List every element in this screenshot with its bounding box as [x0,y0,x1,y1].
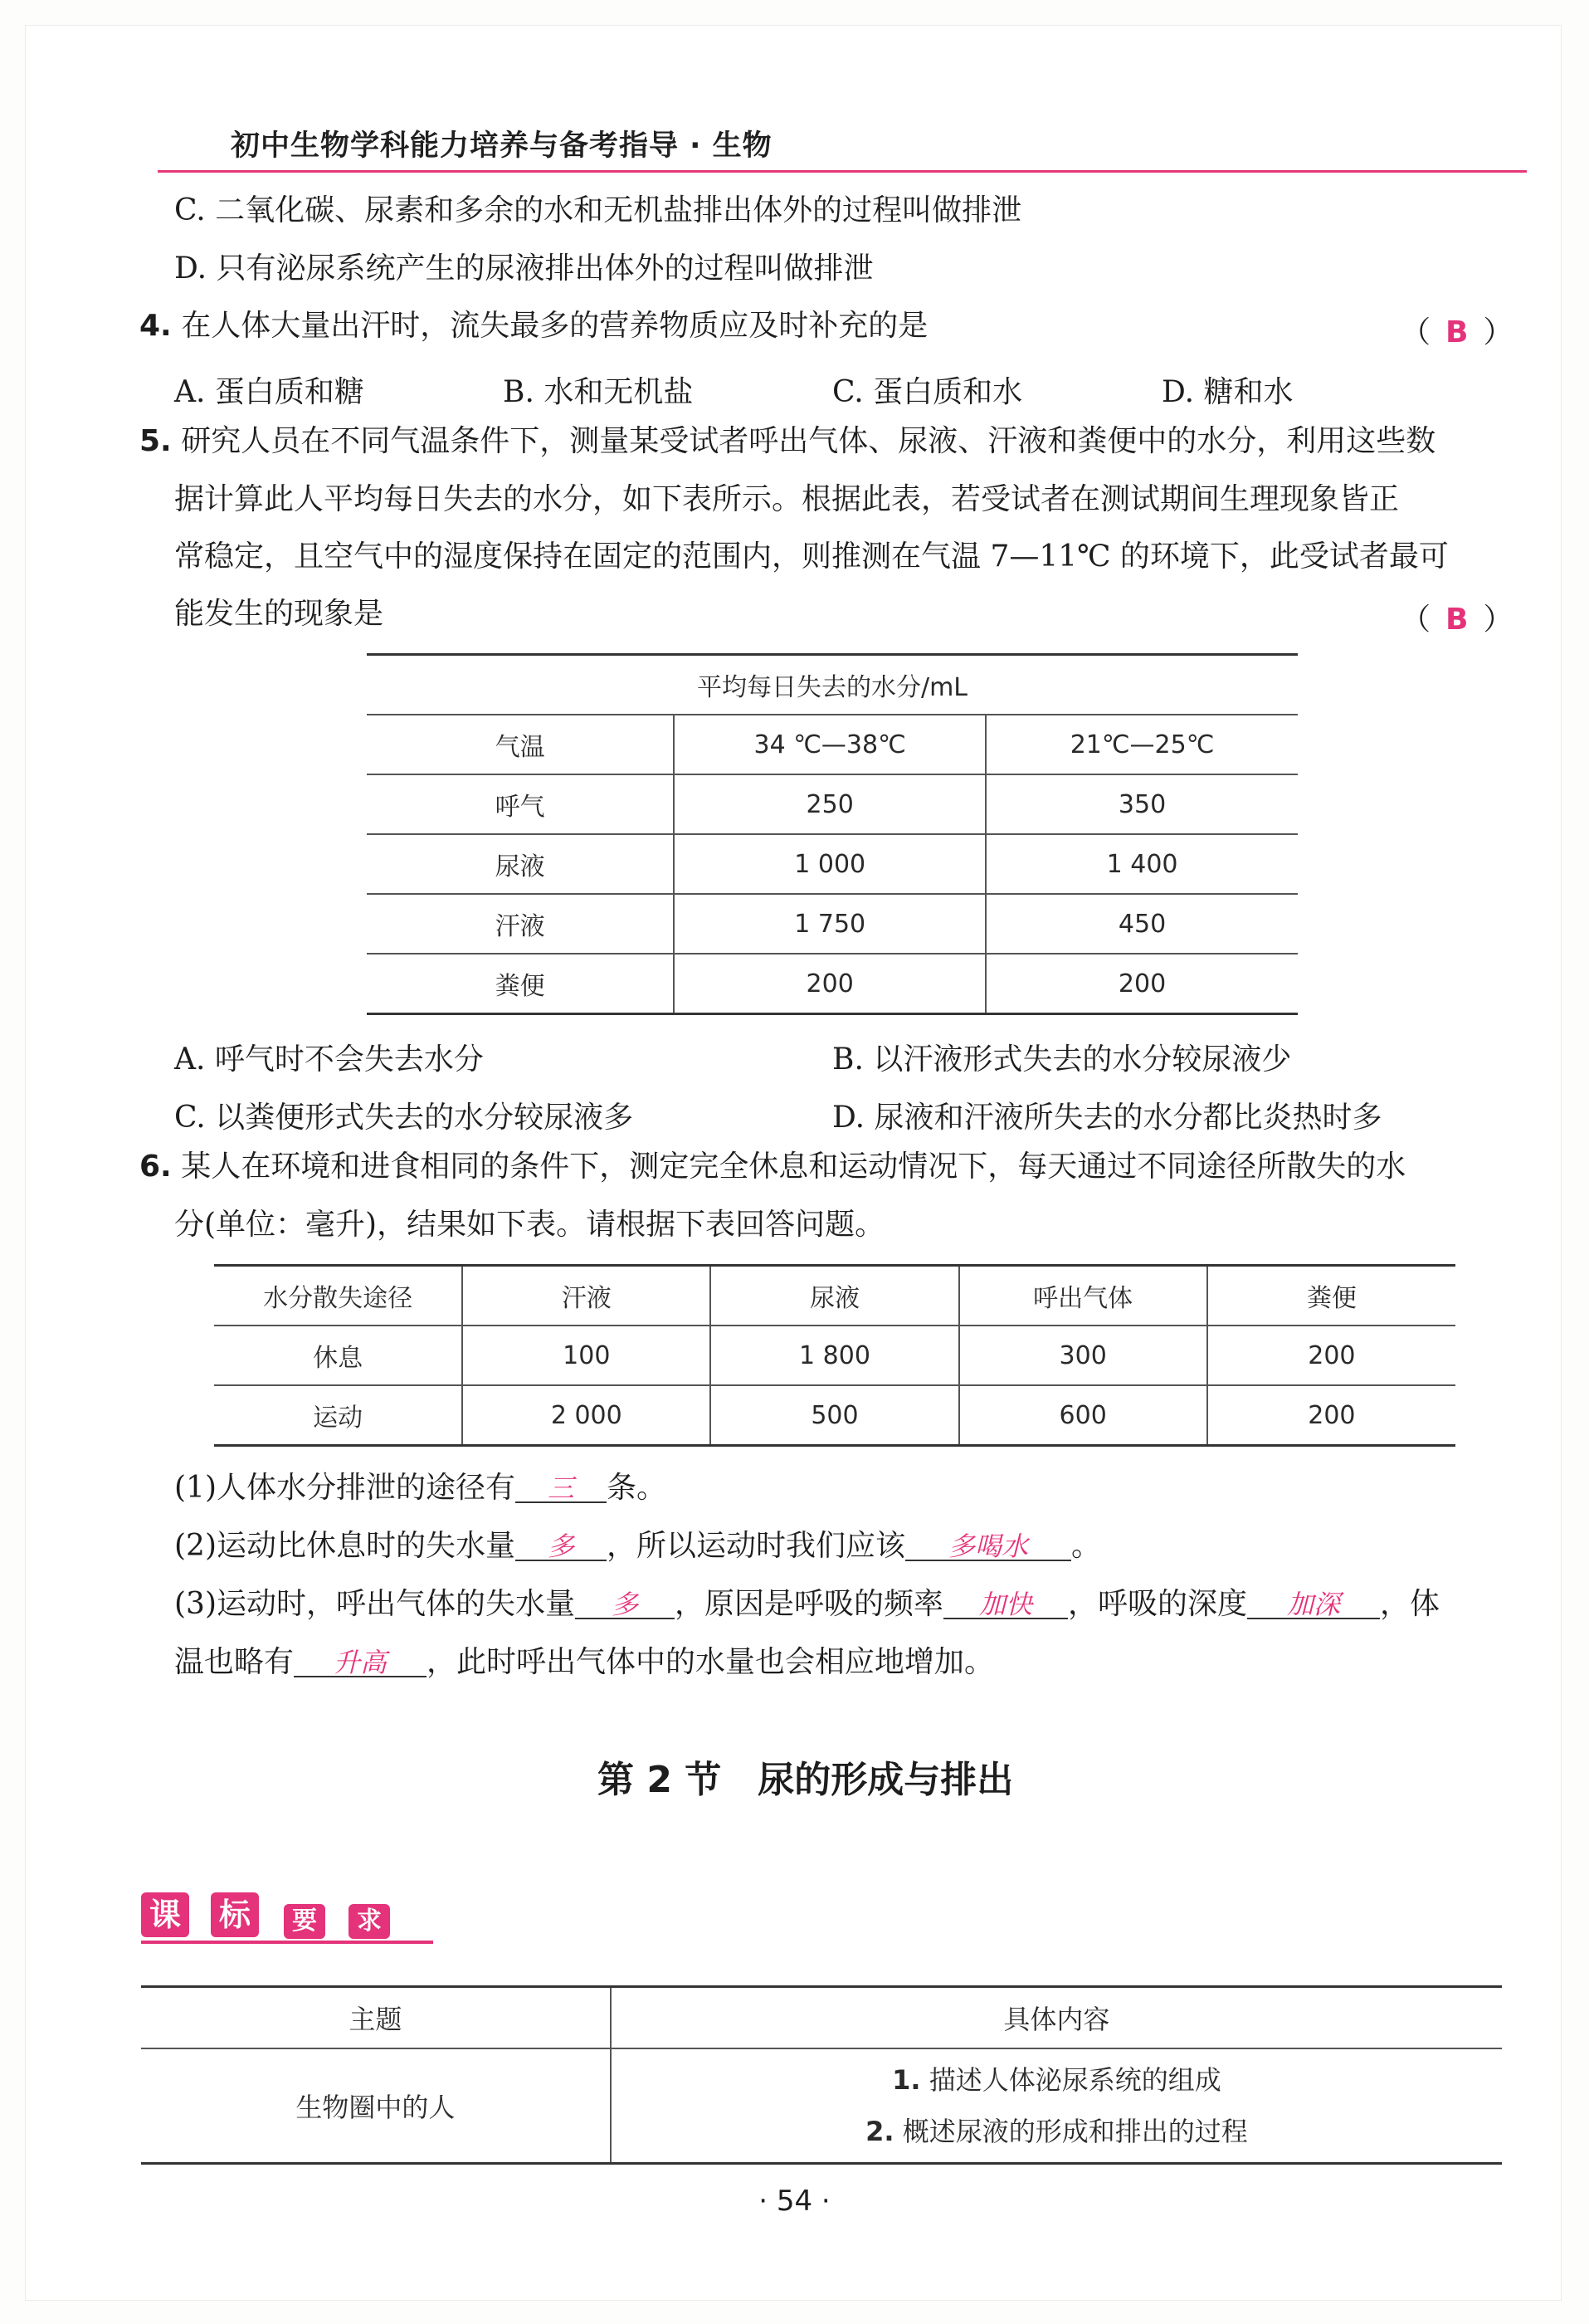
table-cell: 250 [674,774,986,834]
q6-number: 6. [139,1150,172,1184]
q6-sub3-blank-2[interactable]: 加快 [943,1591,1068,1619]
table-cell: 1 400 [986,834,1298,894]
table-row [367,834,1298,894]
q6-sub1 [174,1473,666,1503]
q4-stem [139,311,928,341]
q4-option-c: C. 蛋白质和水 [832,375,1023,409]
table-cell: 200 [674,954,986,1014]
table-header-cell: 气温 [367,715,674,774]
table-cell: 尿液 [367,834,674,894]
badge-char: 标 [211,1892,259,1937]
table-row [214,1385,1455,1446]
q4-answer [1401,309,1513,351]
table-cell: 200 [986,954,1298,1014]
q5-paren-open: （ [1401,603,1431,637]
q5-option-c: C. 以粪便形式失去的水分较尿液多 [174,1101,634,1135]
table-row [214,1326,1455,1385]
curriculum-badge [141,1892,440,1942]
water-loss-table-caption: 平均每日失去的水分/mL [367,655,1298,715]
q4-stem-text: 在人体大量出汗时，流失最多的营养物质应及时补充的是 [181,309,929,343]
q6-sub3-mid-3: ，体 [1380,1587,1440,1621]
table-header-cell: 呼出气体 [959,1266,1207,1326]
requirement-num: 2. [865,2116,894,2147]
q4-option-a: A. 蛋白质和糖 [174,375,364,409]
q5-stem-line-2: 据计算此人平均每日失去的水分，如下表所示。根据此表，若受试者在测试期间生理现象皆正 [174,482,1400,516]
page-number: · 54 · [758,2185,831,2218]
table-cell: 200 [1207,1326,1455,1385]
table-cell: 450 [986,894,1298,954]
q6-sub2-blank-1[interactable]: 多 [515,1533,607,1561]
q4-paren-open: （ [1401,315,1431,349]
q5-answer-letter: B [1445,603,1469,637]
requirement-text: 概述尿液的形成和排出的过程 [902,2116,1248,2147]
table-cell: 600 [959,1385,1207,1446]
q6-sub3-mid-2: ，呼吸的深度 [1068,1587,1248,1621]
q6-sub3-line2-text: 温也略有 [174,1645,295,1679]
q6-sub3-line-1 [174,1589,1440,1619]
q6-stem-line-1 [139,1152,1406,1182]
header-rule [158,170,1527,173]
q6-sub3-blank-3[interactable]: 加深 [1247,1591,1380,1619]
requirement-item [612,2054,1502,2106]
q5-option-b: B. 以汗液形式失去的水分较尿液少 [832,1042,1292,1077]
table-row [141,2048,1502,2164]
q5-stem-text-1: 研究人员在不同气温条件下，测量某受试者呼出气体、尿液、汗液和粪便中的水分，利用这些数 [181,424,1436,458]
q3-option-c: C. 二氧化碳、尿素和多余的水和无机盐排出体外的过程叫做排泄 [174,193,1022,227]
badge-char: 课 [141,1892,189,1937]
q5-stem-line-1 [139,424,1436,458]
q4-number: 4. [139,309,172,343]
table-row [367,894,1298,954]
requirement-item [612,2106,1502,2157]
q6-sub2 [174,1531,1101,1561]
running-header: 初中生物学科能力培养与备考指导 · 生物 [231,129,773,163]
q6-stem-text-1: 某人在环境和进食相同的条件下，测定完全休息和运动情况下，每天通过不同途径所散失的水 [181,1150,1406,1184]
water-route-table [214,1264,1455,1447]
q4-paren-close: ） [1483,315,1513,349]
q6-sub1-text: (1)人体水分排泄的途径有 [174,1471,515,1505]
q5-paren-close: ） [1483,603,1513,637]
requirement-text: 描述人体泌尿系统的组成 [929,2064,1221,2096]
q4-answer-letter: B [1445,315,1469,349]
table-cell: 汗液 [367,894,674,954]
table-cell: 500 [710,1385,958,1446]
badge-underline [141,1941,433,1944]
table-cell: 1 750 [674,894,986,954]
table-cell: 休息 [214,1326,462,1385]
table-cell: 2 000 [462,1385,710,1446]
section-title: 第 2 节 尿的形成与排出 [597,1759,1014,1801]
table-cell: 300 [959,1326,1207,1385]
q3-option-d: D. 只有泌尿系统产生的尿液排出体外的过程叫做排泄 [174,251,874,286]
q6-sub3-blank-1[interactable]: 多 [575,1591,675,1619]
q6-sub2-tail: 。 [1071,1529,1102,1563]
table-cell: 100 [462,1326,710,1385]
badge-char: 求 [349,1904,390,1939]
q6-sub3-line2-tail: ，此时呼出气体中的水量也会相应地增加。 [426,1645,995,1679]
table-header-cell: 具体内容 [611,1987,1502,2049]
q6-sub1-tail: 条。 [607,1471,667,1505]
q6-sub3-line-2 [174,1645,995,1679]
table-header-cell: 34 ℃—38℃ [674,715,986,774]
q6-sub1-blank[interactable]: 三 [515,1475,607,1503]
water-loss-table [367,653,1298,1015]
requirement-num: 1. [892,2064,921,2096]
requirements-content [611,2048,1502,2164]
q5-stem-line-3: 常稳定，且空气中的湿度保持在固定的范围内，则推测在气温 7—11℃ 的环境下，此受试者最可 [174,540,1449,574]
table-header-cell: 主题 [141,1987,611,2049]
table-row [367,774,1298,834]
table-row [367,954,1298,1014]
table-cell: 运动 [214,1385,462,1446]
table-header-cell: 尿液 [710,1266,958,1326]
q6-stem-line-2: 分(单位：毫升)，结果如下表。请根据下表回答问题。 [174,1208,885,1242]
q5-number: 5. [139,424,172,458]
badge-char: 要 [284,1904,325,1939]
q5-option-d: D. 尿液和汗液所失去的水分都比炎热时多 [832,1101,1382,1135]
table-cell: 粪便 [367,954,674,1014]
table-cell: 200 [1207,1385,1455,1446]
requirements-topic: 生物圈中的人 [141,2048,611,2164]
table-header-cell: 水分散失途径 [214,1266,462,1326]
table-header-cell: 汗液 [462,1266,710,1326]
q6-sub2-text: (2)运动比休息时的失水量 [174,1529,515,1563]
table-cell: 1 800 [710,1326,958,1385]
table-cell: 350 [986,774,1298,834]
q6-sub3-text: (3)运动时，呼出气体的失水量 [174,1587,575,1621]
q4-option-b: B. 水和无机盐 [503,375,694,409]
q6-sub2-mid: ，所以运动时我们应该 [607,1529,906,1563]
q6-sub3-mid-1: ，原因是呼吸的频率 [675,1587,944,1621]
q5-answer [1401,596,1513,638]
table-header-cell: 21℃—25℃ [986,715,1298,774]
q4-option-d: D. 糖和水 [1162,375,1294,409]
table-cell: 呼气 [367,774,674,834]
curriculum-requirements-table [141,1985,1502,2165]
q5-option-a: A. 呼气时不会失去水分 [174,1042,484,1077]
table-cell: 1 000 [674,834,986,894]
table-header-cell: 粪便 [1207,1266,1455,1326]
q5-stem-line-4: 能发生的现象是 [174,597,384,631]
q6-sub2-blank-2[interactable]: 多喝水 [905,1533,1071,1561]
q6-sub3-blank-4[interactable]: 升高 [294,1649,426,1677]
